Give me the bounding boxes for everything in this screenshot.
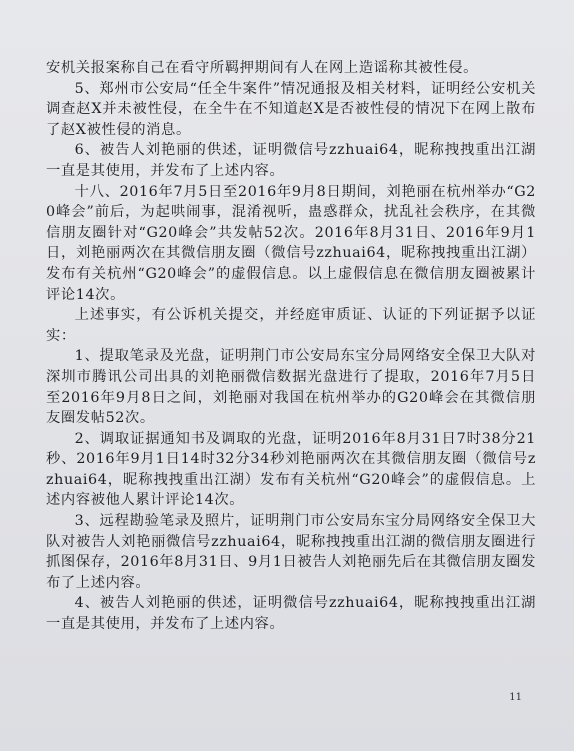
page-number: 11 [509,692,522,703]
paragraph-evidence-5: 5、郑州市公安局“任全牛案件”情况通报及相关材料，证明经公安机关调查赵X并未被性侵，在全牛在不知道赵X是否被性侵的情况下在网上散布了赵X被性侵的消息。 [46,80,536,138]
paragraph-evidence-4: 4、被告人刘艳丽的供述，证明微信号zzhuai64，昵称拽拽重出江湖一直是其使用，并发布了上述内容。 [46,595,536,633]
paragraph-continued: 安机关报案称自己在看守所羁押期间有人在网上造谣称其被性侵。 [46,60,479,76]
paragraph-evidence-2: 2、调取证据通知书及调取的光盘，证明2016年8月31日7时38分21秒、2016年9月1日14时32分34秒刘艳丽两次在其微信朋友圈（微信号zzhuai64，昵称拽拽重出江湖）发布有关杭州“G20峰会”的虚假信息。上述内容被他人累计评论14次。 [46,430,536,509]
paragraph-evidence-1: 1、提取笔录及光盘，证明荆门市公安局东宝分局网络安全保卫大队对深圳市腾讯公司出具的刘艳丽微信数据光盘进行了提取，2016年7月5日至2016年9月8日之间，刘艳丽对我国在杭州举办的G20峰会在其微信朋友圈发帖52次。 [46,348,536,427]
paragraph-evidence-3: 3、远程勘验笔录及照片，证明荆门市公安局东宝分局网络安全保卫大队对被告人刘艳丽微信号zzhuai64，昵称拽拽重出江湖的微信朋友圈进行抓图保存，2016年8月31日、9月1日被告人刘艳丽先后在其微信朋友圈发布了上述内容。 [46,513,536,591]
paragraph-item-18: 十八、2016年7月5日至2016年9月8日期间，刘艳丽在杭州举办“G20峰会”前后，为起哄闹事，混淆视听，蛊惑群众，扰乱社会秩序，在其微信朋友圈针对“G20峰会”共发帖52次。2016年8月31日、2016年9月1日，刘艳丽两次在其微信朋友圈（微信号zzhuai64，昵称拽拽重出江湖）发布有关杭州“G20峰会”的虚假信息。以上虚假信息在微信朋友圈被累计评论14次。 [46,183,536,303]
paragraph-evidence-6: 6、被告人刘艳丽的供述，证明微信号zzhuai64，昵称拽拽重出江湖一直是其使用，并发布了上述内容。 [46,142,536,179]
paragraph-evidence-intro: 上述事实，有公诉机关提交，并经庭审质证、认证的下列证据予以证实： [46,307,536,344]
